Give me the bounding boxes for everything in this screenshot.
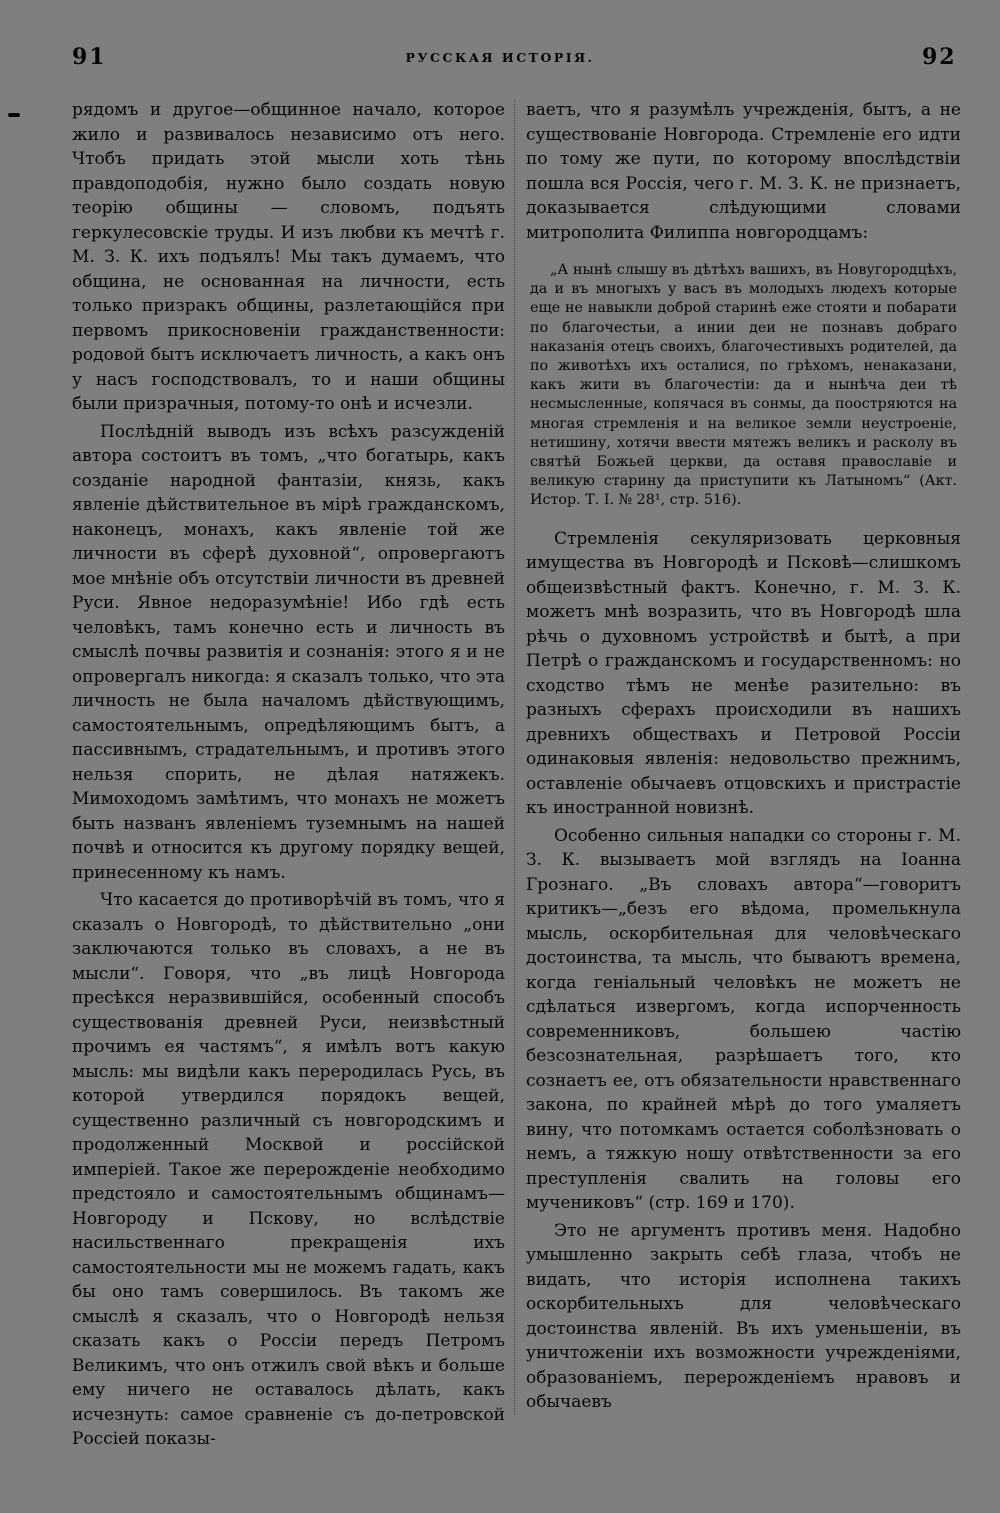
right-column: [526, 98, 961, 1415]
column-divider: [514, 100, 515, 1415]
paragraph: Стремленія секуляризовать церковныя имущества въ Новгородѣ и Псковѣ—слишкомъ общеизвѣстный фактъ. Конечно, г. М. З. К. можетъ мнѣ возразить, что въ Новгородѣ шла рѣчь о духовномъ устройствѣ и бытѣ, а при Петрѣ о гражданскомъ и государственномъ: но сходство тѣмъ не менѣе разительно: въ разныхъ сферахъ происходили въ нашихъ древнихъ обществахъ и Петровой Россіи одинаковыя явленія: недовольство прежнимъ, оставленіе обычаевъ отцовскихъ и пристрастіе къ иностранной новизнѣ.: [526, 528, 961, 819]
paragraph: ваетъ, что я разумѣлъ учрежденія, бытъ, а не существованіе Новгорода. Стремленіе его идти по тому же пути, по которому впослѣдствіи пошла вся Россія, чего г. М. З. К. не признаетъ, доказывается слѣдующими словами митрополита Филиппа новгородцамъ:: [526, 100, 961, 243]
page-number-left: 91: [72, 44, 107, 70]
margin-mark: [8, 113, 20, 117]
paragraph: Особенно сильныя нападки со стороны г. М. З. К. вызываетъ мой взглядъ на Іоанна Грознаго. „Въ словахъ автора“—говоритъ критикъ—„безъ его вѣдома, промелькнула мысль, оскорбительная для человѣческаго достоинства, та мысль, что бываютъ времена, когда геніальный человѣкъ не можетъ не сдѣлаться извергомъ, когда испорченность современниковъ, большею частію безсознательная, разрѣшаетъ того, кто сознаетъ ее, отъ обязательности нравственнаго закона, по крайней мѣрѣ до того умаляетъ вину, что потомкамъ остается соболѣзновать о немъ, а тяжкую ношу отвѣтственности за его преступленія свалить на головы его мучениковъ“ (стр. 169 и 170).: [526, 825, 961, 1214]
left-column: [72, 98, 505, 1452]
paragraph: Послѣдній выводъ изъ всѣхъ разсужденій автора состоитъ въ томъ, „что богатырь, какъ созданіе народной фантазіи, князь, какъ явленіе дѣйствительное въ мірѣ гражданскомъ, наконецъ, монахъ, какъ явленіе той же личности въ сферѣ духовной“, опровергаютъ мое мнѣніе объ отсутствіи личности въ древней Руси. Явное недоразумѣніе! Ибо гдѣ есть человѣкъ, тамъ конечно есть и личность въ смыслѣ почвы развитія и сознанія: этого я и не опровергалъ никогда: я сказалъ только, что эта личность не была началомъ дѣйствующимъ, самостоятельнымъ, опредѣляющимъ бытъ, а пассивнымъ, страдательнымъ, и противъ этого нельзя спорить, не дѣлая натяжекъ. Мимоходомъ замѣтимъ, что монахъ не можетъ быть названъ явленіемъ туземнымъ на нашей почвѣ и относится къ другому порядку вещей, принесенному къ намъ.: [72, 421, 505, 883]
paragraph: рядомъ и другое—общинное начало, которое жило и развивалось независимо отъ него. Чтобъ придать этой мысли хоть тѣнь правдоподобія, нужно было создать новую теорію общины — словомъ, подъять геркулесовскіе труды. И изъ любви къ мечтѣ г. М. З. К. ихъ подъялъ! Мы такъ думаемъ, что община, не основанная на личности, есть только призракъ общины, разлетающійся при первомъ прикосновеніи гражданственности: родовой бытъ исключаетъ личность, а какъ онъ у насъ господствовалъ, то и наши общины были призрачныя, потому-то онѣ и исчезли.: [72, 100, 505, 414]
block-quote: „А нынѣ слышу въ дѣтѣхъ вашихъ, въ Новугородцѣхъ, да и въ многыхъ у васъ въ молодыхъ людехъ которые еще не навыкли доброй старинѣ еже стояти и побарати по благочестьи, а инии деи не познавъ добраго наказанія отецъ своихъ, благочестивыхъ родителей, да по животѣхъ ихъ осталися, по грѣхомъ, ненаказани, какъ жити въ благочестіи: да и нынѣча деи тѣ несмысленные, копячася въ сонмы, да поостряются на многая стремленія и на великое земли неустроеніе, нетишину, хотячи ввести мятежъ великъ и расколу въ святѣй Божьей церкви, да оставя православіе и великую старину да приступити къ Латыномъ“ (Акт. Истор. Т. I. № 28¹, стр. 516).: [530, 262, 957, 509]
paragraph: Что касается до противорѣчій въ томъ, что я сказалъ о Новгородѣ, то дѣйствительно „они заключаются только въ словахъ, а не въ мысли“. Говоря, что „въ лицѣ Новгорода пресѣкся неразвившійся, особенный способъ существованія древней Руси, неизвѣстный прочимъ ея частямъ“, я имѣлъ вотъ какую мысль: мы видѣли какъ переродилась Русь, въ которой утвердился порядокъ вещей, существенно различный съ новгородскимъ и продолженный Москвой и россійской имперіей. Такое же перерожденіе необходимо предстояло и самостоятельнымъ общинамъ— Новгороду и Пскову, но вслѣдствіе насильственнаго прекращенія ихъ самостоятельности мы не можемъ гадать, какъ бы оно тамъ совершилось. Въ такомъ же смыслѣ я сказалъ, что о Новгородѣ нельзя сказать какъ о Россіи передъ Петромъ Великимъ, что онъ отжилъ свой вѣкъ и больше ему ничего не оставалось дѣлать, какъ исчезнуть: самое сравненіе съ до-петровской Россіей показы-: [72, 890, 505, 1449]
paragraph: Это не аргументъ противъ меня. Надобно умышленно закрыть себѣ глаза, чтобъ не видать, что исторія исполнена такихъ оскорбительныхъ для человѣческаго достоинства явленій. Въ ихъ уменьшеніи, въ уничтоженіи ихъ возможности учрежденіями, образованіемъ, перерожденіемъ нравовъ и обычаевъ: [526, 1220, 961, 1413]
page-number-right: 92: [922, 44, 957, 70]
running-title: РУССКАЯ ИСТОРІЯ.: [405, 50, 595, 65]
